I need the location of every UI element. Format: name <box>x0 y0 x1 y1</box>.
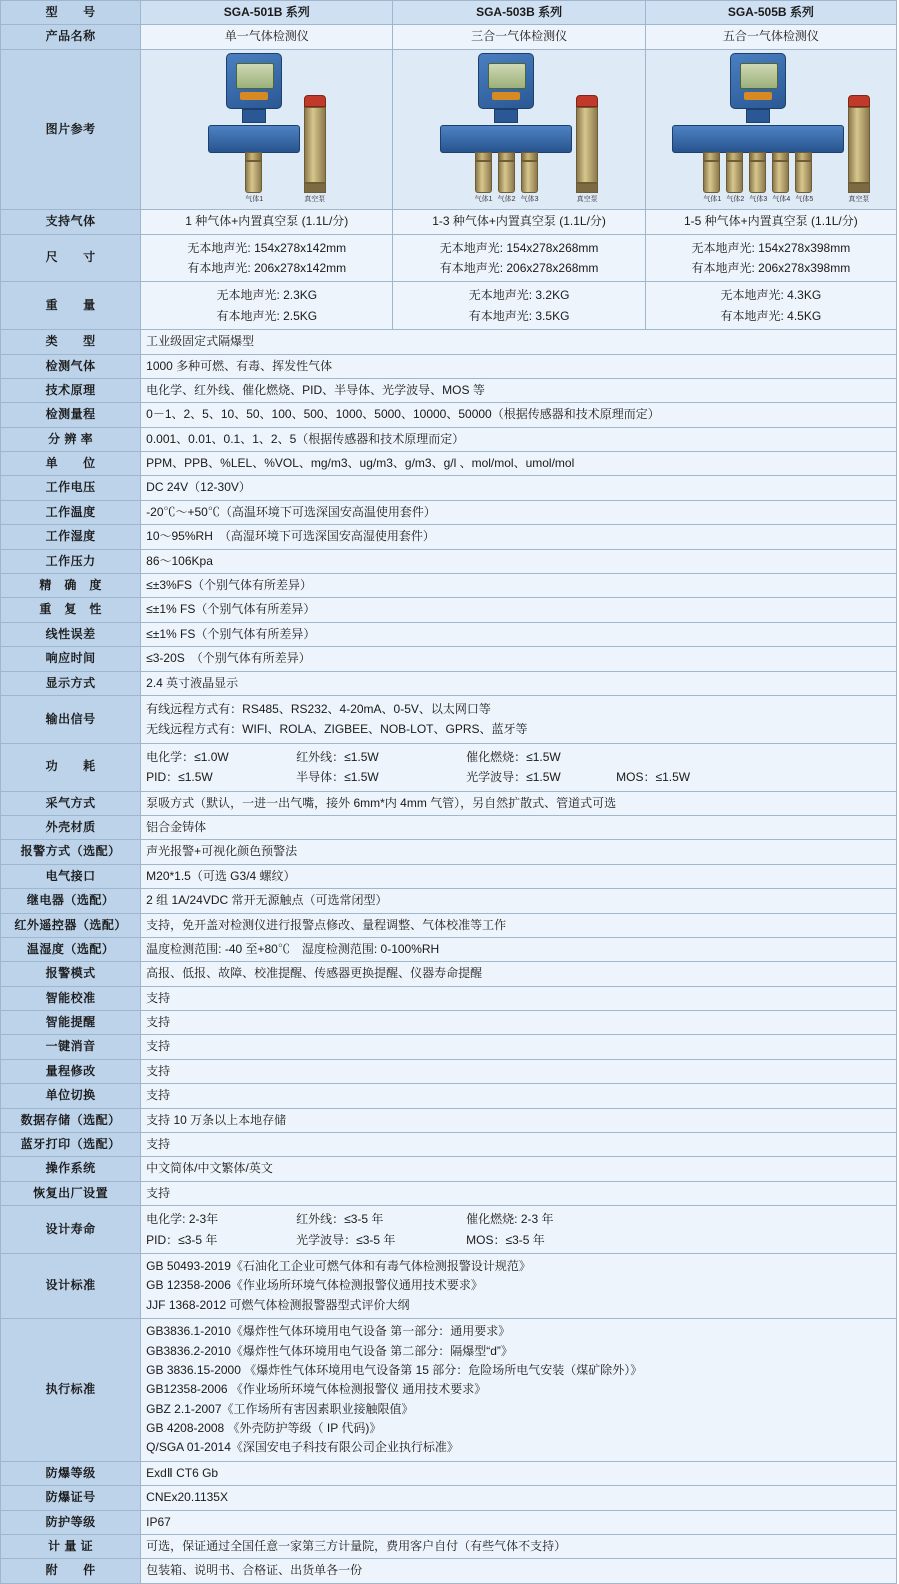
table-row-unit <box>1 452 897 476</box>
weight-2 <box>393 282 645 330</box>
design-life-value <box>141 1206 897 1254</box>
data-store-opt-value: 支持 10 万条以上本地存储 <box>141 1108 897 1132</box>
life-catalytic: 催化燃烧: 2-3 年 <box>466 1212 554 1227</box>
row-label-os: 操作系统 <box>1 1157 141 1181</box>
row-label-range: 检测量程 <box>1 403 141 427</box>
detector-manifold <box>672 125 844 153</box>
alarm-mode-value: 高报、低报、故障、校准提醒、传感器更换提醒、仪器寿命提醒 <box>141 962 897 986</box>
detector-head-icon <box>730 53 786 109</box>
table-row-accuracy <box>1 574 897 598</box>
range-modify-value: 支持 <box>141 1059 897 1083</box>
weight-2-line2: 有本地声光: 3.5KG <box>468 308 570 323</box>
ex-cert-value: CNEx20.1135X <box>141 1486 897 1510</box>
row-label-smart-remind: 智能提醒 <box>1 1011 141 1035</box>
accuracy-value: ≤±3%FS（个别气体有所差异） <box>141 574 897 598</box>
size-1-line2: 有本地声光: 206x278x142mm <box>187 260 347 275</box>
detector-ports <box>672 152 844 205</box>
exec-standard-line-7: Q/SGA 01-2014《深国安电子科技有限公司企业执行标准》 <box>146 1440 459 1455</box>
table-row-ex-cert <box>1 1486 897 1510</box>
one-key-mute-value: 支持 <box>141 1035 897 1059</box>
output-value <box>141 695 897 743</box>
life-echem: 电化学: 2-3年 <box>146 1212 219 1227</box>
row-label-output: 输出信号 <box>1 695 141 743</box>
row-label-resolution: 分 辨 率 <box>1 427 141 451</box>
table-row-linear-error <box>1 622 897 646</box>
bt-print-opt-value: 支持 <box>141 1133 897 1157</box>
table-row-range <box>1 403 897 427</box>
table-row-design-life <box>1 1206 897 1254</box>
row-label-work-pressure: 工作压力 <box>1 549 141 573</box>
row-label-data-store-opt: 数据存储（选配） <box>1 1108 141 1132</box>
table-row-repeatability <box>1 598 897 622</box>
exec-standard-line-4: GB12358-2006 《作业场所环境气体检测报警仪 通用技术要求》 <box>146 1382 487 1397</box>
design-life-line2 <box>146 1230 891 1250</box>
row-label-unit-switch: 单位切换 <box>1 1084 141 1108</box>
table-row-sampling <box>1 791 897 815</box>
detector-head-icon <box>226 53 282 109</box>
row-label-type: 类 型 <box>1 330 141 354</box>
table-row-response-time <box>1 647 897 671</box>
table-row-work-temp <box>1 500 897 524</box>
size-3-line1: 无本地声光: 154x278x398mm <box>691 240 851 255</box>
size-2 <box>393 234 645 282</box>
exec-standard-line-3: GB 3836.15-2000 《爆炸性气体环境用电气设备第 15 部分：危险场所电气安装（煤矿除外）》 <box>146 1362 643 1377</box>
os-value: 中文简体/中文繁体/英文 <box>141 1157 897 1181</box>
weight-1 <box>141 282 393 330</box>
table-row-data-store-opt <box>1 1108 897 1132</box>
table-row-shell <box>1 815 897 839</box>
table-row-voltage <box>1 476 897 500</box>
support-gas-2: 1-3 种气体+内置真空泵 (1.1L/分) <box>393 210 645 234</box>
output-line2: 无线远程方式有：WIFI、ROLA、ZIGBEE、NOB-LOT、GPRS、蓝牙等 <box>146 722 528 737</box>
row-label-one-key-mute: 一键消音 <box>1 1035 141 1059</box>
port-label: 气体2 <box>726 195 745 203</box>
port-label: 气体3 <box>749 195 768 203</box>
row-label-support-gas: 支持气体 <box>1 210 141 234</box>
weight-3-line1: 无本地声光: 4.3KG <box>720 288 822 303</box>
response-time-value: ≤3-20S （个别气体有所差异） <box>141 647 897 671</box>
table-row-unit-switch <box>1 1084 897 1108</box>
weight-1-line2: 有本地声光: 2.5KG <box>216 308 318 323</box>
row-label-image-ref: 图片参考 <box>1 49 141 209</box>
weight-3-line2: 有本地声光: 4.5KG <box>720 308 822 323</box>
row-label-tech-principle: 技术原理 <box>1 378 141 402</box>
table-row-smart-remind <box>1 1011 897 1035</box>
table-row-metrology <box>1 1535 897 1559</box>
row-label-voltage: 工作电压 <box>1 476 141 500</box>
table-row-electrical-if <box>1 864 897 888</box>
table-row-accessories <box>1 1559 897 1583</box>
design-standard-line-3: JJF 1368-2012 可燃气体检测报警器型式评价大纲 <box>146 1297 410 1312</box>
type-value: 工业级固定式隔爆型 <box>141 330 897 354</box>
weight-2-line1: 无本地声光: 3.2KG <box>468 288 570 303</box>
size-1 <box>141 234 393 282</box>
power-ir: 红外线：≤1.5W <box>296 749 379 764</box>
relay-opt-value: 2 组 1A/24VDC 常开无源触点（可选常闭型） <box>141 889 897 913</box>
resolution-value: 0.001、0.01、0.1、1、2、5（根据传感器和技术原理而定） <box>141 427 897 451</box>
model-col-2: SGA-503B 系列 <box>393 1 645 25</box>
device-image-3 <box>645 49 896 209</box>
exec-standard-value <box>141 1319 897 1462</box>
row-label-design-standard: 设计标准 <box>1 1253 141 1318</box>
table-row-size <box>1 234 897 282</box>
port-label: 气体1 <box>474 195 493 203</box>
table-row-product-name <box>1 25 897 49</box>
row-label-detect-gas: 检测气体 <box>1 354 141 378</box>
table-row-work-humidity <box>1 525 897 549</box>
vacuum-pump-icon <box>576 95 598 205</box>
row-label-linear-error: 线性误差 <box>1 622 141 646</box>
power-line1 <box>146 747 891 767</box>
row-label-response-time: 响应时间 <box>1 647 141 671</box>
range-value: 0－1、2、5、10、50、100、500、1000、5000、10000、50000（根据传感器和技术原理而定） <box>141 403 897 427</box>
tech-principle-value: 电化学、红外线、催化燃烧、PID、半导体、光学波导、MOS 等 <box>141 378 897 402</box>
model-col-1: SGA-501B 系列 <box>141 1 393 25</box>
port-label: 气体4 <box>772 195 791 203</box>
size-3-line2: 有本地声光: 206x278x398mm <box>691 260 851 275</box>
row-label-electrical-if: 电气接口 <box>1 864 141 888</box>
product-name-3: 五合一气体检测仪 <box>645 25 896 49</box>
table-row-power <box>1 743 897 791</box>
life-optical: 光学波导：≤3-5 年 <box>296 1232 396 1247</box>
ex-level-value: ExdⅡ CT6 Gb <box>141 1461 897 1485</box>
repeatability-value: ≤±1% FS（个别气体有所差异） <box>141 598 897 622</box>
power-optical: 光学波导：≤1.5W <box>466 770 561 785</box>
power-value <box>141 743 897 791</box>
power-line2 <box>146 767 891 787</box>
pump-label: 真空泵 <box>848 195 870 203</box>
size-2-line1: 无本地声光: 154x278x268mm <box>439 240 599 255</box>
row-label-unit: 单 位 <box>1 452 141 476</box>
row-label-bt-print-opt: 蓝牙打印（选配） <box>1 1133 141 1157</box>
row-label-weight: 重 量 <box>1 282 141 330</box>
row-label-factory-reset: 恢复出厂设置 <box>1 1181 141 1205</box>
row-label-product-name: 产品名称 <box>1 25 141 49</box>
exec-standard-line-6: GB 4208-2008 《外壳防护等级（ IP 代码)》 <box>146 1421 382 1436</box>
alarm-mode-opt-value: 声光报警+可视化颜色预警法 <box>141 840 897 864</box>
model-col-3: SGA-505B 系列 <box>645 1 896 25</box>
work-pressure-value: 86～106Kpa <box>141 549 897 573</box>
row-label-size: 尺 寸 <box>1 234 141 282</box>
port-label: 气体1 <box>245 195 264 203</box>
power-catalytic: 催化燃烧：≤1.5W <box>466 749 561 764</box>
row-label-smart-cal: 智能校准 <box>1 986 141 1010</box>
temp-humi-opt-value: 温度检测范围: -40 至+80℃ 湿度检测范围: 0-100%RH <box>141 937 897 961</box>
row-label-shell: 外壳材质 <box>1 815 141 839</box>
device-image-1 <box>141 49 393 209</box>
row-label-work-humidity: 工作湿度 <box>1 525 141 549</box>
detector-neck <box>746 109 770 123</box>
port-label: 气体2 <box>497 195 516 203</box>
detector-manifold <box>440 125 572 153</box>
row-label-metrology: 计 量 证 <box>1 1535 141 1559</box>
port-label: 气体3 <box>520 195 539 203</box>
row-label-model: 型 号 <box>1 1 141 25</box>
row-label-display: 显示方式 <box>1 671 141 695</box>
sampling-value: 泵吸方式（默认，一进一出气嘴，接外 6mm*内 4mm 气管），另自然扩散式、管道式可选 <box>141 791 897 815</box>
table-row-work-pressure <box>1 549 897 573</box>
table-row-ex-level <box>1 1461 897 1485</box>
unit-value: PPM、PPB、%LEL、%VOL、mg/m3、ug/m3、g/m3、g/l 、mol/mol、umol/mol <box>141 452 897 476</box>
power-semi: 半导体：≤1.5W <box>296 770 379 785</box>
detector-head-icon <box>478 53 534 109</box>
row-label-exec-standard: 执行标准 <box>1 1319 141 1462</box>
table-row-model <box>1 1 897 25</box>
shell-value: 铝合金铸体 <box>141 815 897 839</box>
row-label-alarm-mode: 报警模式 <box>1 962 141 986</box>
electrical-if-value: M20*1.5（可选 G3/4 螺纹） <box>141 864 897 888</box>
design-standard-value <box>141 1253 897 1318</box>
smart-cal-value: 支持 <box>141 986 897 1010</box>
row-label-ex-level: 防爆等级 <box>1 1461 141 1485</box>
table-row-factory-reset <box>1 1181 897 1205</box>
row-label-ip-level: 防护等级 <box>1 1510 141 1534</box>
table-row-os <box>1 1157 897 1181</box>
detector-ports <box>440 152 572 205</box>
detector-neck <box>242 109 266 123</box>
smart-remind-value: 支持 <box>141 1011 897 1035</box>
detector-manifold <box>208 125 300 153</box>
table-row-display <box>1 671 897 695</box>
row-label-ir-remote-opt: 红外遥控器（选配） <box>1 913 141 937</box>
row-label-sampling: 采气方式 <box>1 791 141 815</box>
metrology-value: 可选，保证通过全国任意一家第三方计量院，费用客户自付（有些气体不支持） <box>141 1535 897 1559</box>
table-row-one-key-mute <box>1 1035 897 1059</box>
power-echem: 电化学：≤1.0W <box>146 749 229 764</box>
table-row-image-ref <box>1 49 897 209</box>
life-ir: 红外线：≤3-5 年 <box>296 1212 384 1227</box>
row-label-relay-opt: 继电器（选配） <box>1 889 141 913</box>
size-3 <box>645 234 896 282</box>
table-row-bt-print-opt <box>1 1133 897 1157</box>
exec-standard-line-2: GB3836.2-2010《爆炸性气体环境用电气设备 第二部分：隔爆型“d”》 <box>146 1343 513 1358</box>
table-row-exec-standard <box>1 1319 897 1462</box>
support-gas-3: 1-5 种气体+内置真空泵 (1.1L/分) <box>645 210 896 234</box>
row-label-accuracy: 精 确 度 <box>1 574 141 598</box>
row-label-alarm-mode-opt: 报警方式（选配） <box>1 840 141 864</box>
support-gas-1: 1 种气体+内置真空泵 (1.1L/分) <box>141 210 393 234</box>
device-image-2 <box>393 49 645 209</box>
pump-label: 真空泵 <box>576 195 598 203</box>
table-row-output <box>1 695 897 743</box>
detector-neck <box>494 109 518 123</box>
work-temp-value: -20℃～+50℃（高温环境下可选深国安高温使用套件） <box>141 500 897 524</box>
row-label-accessories: 附 件 <box>1 1559 141 1583</box>
size-2-line2: 有本地声光: 206x278x268mm <box>439 260 599 275</box>
table-row-alarm-mode <box>1 962 897 986</box>
vacuum-pump-icon <box>848 95 870 205</box>
table-row-support-gas <box>1 210 897 234</box>
detect-gas-value: 1000 多种可燃、有毒、挥发性气体 <box>141 354 897 378</box>
display-value: 2.4 英寸液晶显示 <box>141 671 897 695</box>
row-label-repeatability: 重 复 性 <box>1 598 141 622</box>
design-standard-line-2: GB 12358-2006《作业场所环境气体检测报警仪通用技术要求》 <box>146 1278 483 1293</box>
life-pid: PID：≤3-5 年 <box>146 1232 218 1247</box>
table-row-smart-cal <box>1 986 897 1010</box>
factory-reset-value: 支持 <box>141 1181 897 1205</box>
table-row-range-modify <box>1 1059 897 1083</box>
table-row-temp-humi-opt <box>1 937 897 961</box>
output-line1: 有线远程方式有：RS485、RS232、4-20mA、0-5V、以太网口等 <box>146 701 491 716</box>
vacuum-pump-icon <box>304 95 326 205</box>
product-name-2: 三合一气体检测仪 <box>393 25 645 49</box>
linear-error-value: ≤±1% FS（个别气体有所差异） <box>141 622 897 646</box>
table-row-type <box>1 330 897 354</box>
power-mos: MOS：≤1.5W <box>616 770 691 785</box>
weight-3 <box>645 282 896 330</box>
pump-label: 真空泵 <box>304 195 326 203</box>
exec-standard-line-1: GB3836.1-2010《爆炸性气体环境用电气设备 第一部分：通用要求》 <box>146 1324 511 1339</box>
port-label: 气体1 <box>703 195 722 203</box>
size-1-line1: 无本地声光: 154x278x142mm <box>187 240 347 255</box>
row-label-power: 功 耗 <box>1 743 141 791</box>
unit-switch-value: 支持 <box>141 1084 897 1108</box>
table-row-alarm-mode-opt <box>1 840 897 864</box>
row-label-design-life: 设计寿命 <box>1 1206 141 1254</box>
product-name-1: 单一气体检测仪 <box>141 25 393 49</box>
ip-level-value: IP67 <box>141 1510 897 1534</box>
table-row-ir-remote-opt <box>1 913 897 937</box>
table-row-ip-level <box>1 1510 897 1534</box>
table-row-detect-gas <box>1 354 897 378</box>
row-label-range-modify: 量程修改 <box>1 1059 141 1083</box>
table-row-design-standard <box>1 1253 897 1318</box>
power-pid: PID：≤1.5W <box>146 770 213 785</box>
table-row-tech-principle <box>1 378 897 402</box>
exec-standard-line-5: GBZ 2.1-2007《工作场所有害因素职业接触限值》 <box>146 1401 414 1416</box>
accessories-value: 包装箱、说明书、合格证、出货单各一份 <box>141 1559 897 1583</box>
table-row-relay-opt <box>1 889 897 913</box>
port-label: 气体5 <box>795 195 814 203</box>
ir-remote-opt-value: 支持，免开盖对检测仪进行报警点修改、量程调整、气体校准等工作 <box>141 913 897 937</box>
design-standard-line-1: GB 50493-2019《石油化工企业可燃气体和有毒气体检测报警设计规范》 <box>146 1258 531 1273</box>
detector-ports <box>208 152 300 205</box>
table-row-weight <box>1 282 897 330</box>
table-row-resolution <box>1 427 897 451</box>
design-life-line1 <box>146 1209 891 1229</box>
weight-1-line1: 无本地声光: 2.3KG <box>216 288 318 303</box>
row-label-temp-humi-opt: 温湿度（选配） <box>1 937 141 961</box>
work-humidity-value: 10～95%RH （高湿环境下可选深国安高湿使用套件） <box>141 525 897 549</box>
voltage-value: DC 24V（12-30V） <box>141 476 897 500</box>
life-mos: MOS：≤3-5 年 <box>466 1232 545 1247</box>
row-label-work-temp: 工作温度 <box>1 500 141 524</box>
row-label-ex-cert: 防爆证号 <box>1 1486 141 1510</box>
